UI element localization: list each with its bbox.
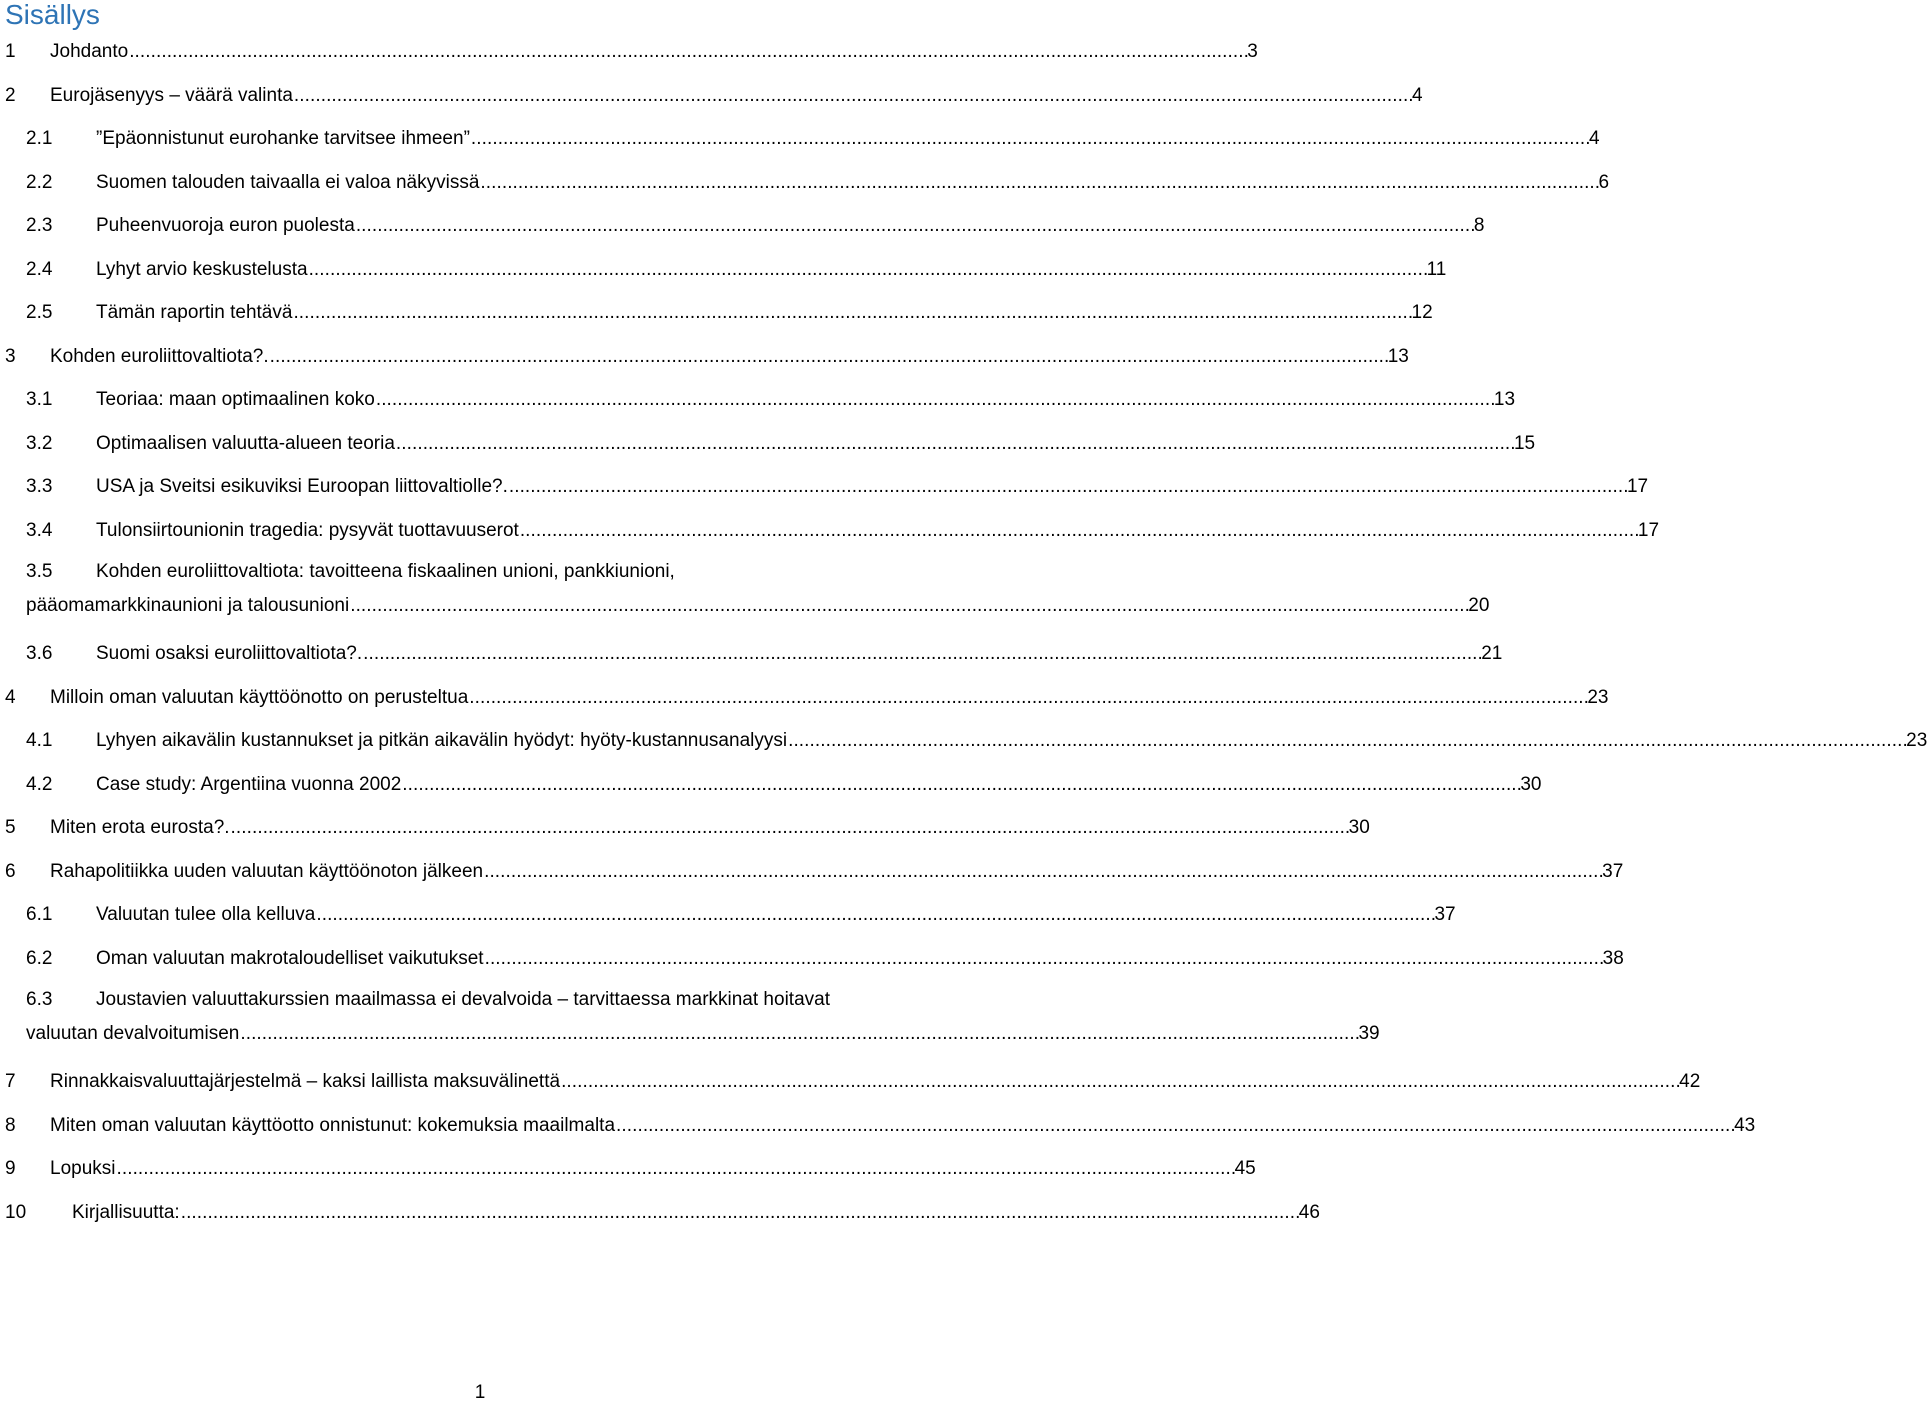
- toc-dot-leader: [509, 465, 1626, 509]
- toc-entry-page[interactable]: 30: [1348, 817, 1370, 838]
- toc-dot-leader: [117, 1147, 1234, 1191]
- toc-entry-number: 8: [5, 1114, 16, 1136]
- toc-entry-number: 6: [5, 860, 16, 882]
- toc-entry-title[interactable]: Miten oman valuutan käyttöotto onnistunut: kokemuksia maailmalta: [50, 1114, 616, 1136]
- toc-entry-number: 6.1: [26, 904, 53, 925]
- toc-entry[interactable]: [0, 509, 1660, 553]
- toc-entry-title[interactable]: Valuutan tulee olla kelluva: [96, 904, 316, 925]
- toc-entry[interactable]: [0, 763, 1542, 807]
- toc-entry-number: 3.6: [26, 643, 53, 664]
- toc-entry-page[interactable]: 11: [1426, 258, 1447, 280]
- toc-entry-number: 3.1: [26, 389, 53, 410]
- toc-entry-number: 5: [5, 817, 16, 838]
- toc-entry-line: [0, 161, 1610, 205]
- toc-entry[interactable]: [0, 291, 1433, 335]
- toc-dot-leader: [485, 937, 1602, 981]
- toc-entry-page[interactable]: 23: [1906, 730, 1927, 751]
- toc-entry-line: [0, 937, 1624, 981]
- toc-entry-page[interactable]: 13: [1387, 345, 1409, 367]
- toc-entry-line: [0, 850, 1624, 894]
- toc-entry-title[interactable]: Kohden euroliittovaltiota: tavoitteena fiskaalinen unioni, pankkiunioni,: [96, 561, 675, 582]
- toc-dot-leader: [270, 335, 1387, 379]
- toc-entry-number: 4.1: [26, 730, 53, 751]
- toc-entry-page[interactable]: 43: [1734, 1114, 1756, 1136]
- toc-entry[interactable]: [0, 893, 1456, 937]
- toc-entry-title[interactable]: ”Epäonnistunut eurohanke tarvitsee ihmeen”: [96, 128, 470, 149]
- toc-entry-title[interactable]: Teoriaa: maan optimaalinen koko: [96, 389, 375, 410]
- toc-entry-page[interactable]: 4: [1588, 128, 1600, 149]
- toc-entry-title[interactable]: Lyhyt arvio keskustelusta: [96, 258, 308, 280]
- toc-dot-leader: [469, 676, 1586, 720]
- toc-entry-title-continued[interactable]: valuutan devalvoitumisen: [26, 1023, 240, 1044]
- toc-dot-leader: [520, 509, 1637, 553]
- toc-entry-line: [0, 117, 1600, 161]
- toc-entry[interactable]: [0, 161, 1610, 205]
- toc-entry[interactable]: [0, 422, 1536, 466]
- toc-entry-line: [0, 335, 1409, 379]
- toc-entry[interactable]: [0, 719, 1927, 763]
- toc-entry-line: [0, 465, 1649, 509]
- toc-dot-leader: [561, 1060, 1678, 1104]
- toc-entry-title[interactable]: Optimaalisen valuutta-alueen teoria: [96, 432, 395, 454]
- toc-entry[interactable]: [0, 937, 1624, 981]
- toc-entry[interactable]: [0, 378, 1516, 422]
- toc-entry[interactable]: [0, 1104, 1756, 1148]
- toc-entry-page[interactable]: 37: [1602, 860, 1624, 882]
- toc-entry-title[interactable]: Rinnakkaisvaluuttajärjestelmä – kaksi laillista maksuvälinettä: [50, 1071, 561, 1092]
- toc-dot-leader: [181, 1191, 1298, 1235]
- toc-entry-page[interactable]: 30: [1520, 773, 1542, 795]
- toc-entry-number: 6.2: [26, 947, 53, 969]
- toc-dot-leader: [240, 1017, 1357, 1051]
- toc-entry-page[interactable]: 4: [1412, 84, 1423, 106]
- toc-entry-page[interactable]: 8: [1473, 215, 1485, 236]
- toc-dot-leader: [316, 893, 1433, 937]
- toc-entry-line: [0, 589, 1490, 629]
- toc-dot-leader: [396, 422, 1513, 466]
- toc-entry-title[interactable]: Suomi osaksi euroliittovaltiota?.: [96, 643, 363, 664]
- toc-dot-leader: [484, 850, 1601, 894]
- toc-entry-title[interactable]: Tulonsiirtounionin tragedia: pysyvät tuottavuuserot: [96, 519, 519, 541]
- toc-entry-line: [0, 509, 1660, 553]
- toc-entry-title[interactable]: Lyhyen aikavälin kustannukset ja pitkän aikavälin hyödyt: hyöty-kustannusanalyysi: [96, 730, 788, 751]
- toc-entry-line: [0, 248, 1447, 292]
- toc-entry-title[interactable]: Rahapolitiikka uuden valuutan käyttöönoton jälkeen: [50, 860, 484, 882]
- toc-dot-leader: [376, 378, 1493, 422]
- toc-entry-number: 3.5: [26, 561, 53, 582]
- toc-entry[interactable]: [0, 632, 1503, 676]
- toc-entry-line: [0, 763, 1542, 807]
- toc-entry-number: 10: [5, 1201, 27, 1223]
- toc-entry-page[interactable]: 12: [1411, 302, 1433, 323]
- toc-entry[interactable]: [0, 30, 1258, 74]
- toc-entry-line: [0, 378, 1516, 422]
- toc-entry-number: 2.2: [26, 171, 53, 193]
- toc-entry-page[interactable]: 45: [1234, 1158, 1256, 1179]
- toc-entry-title[interactable]: Kirjallisuutta:: [72, 1201, 180, 1223]
- toc-title: Sisällys: [5, 0, 100, 30]
- toc-entry-line: [0, 806, 1370, 850]
- toc-dot-leader: [309, 248, 1426, 292]
- toc-entry[interactable]: [0, 983, 1380, 1057]
- toc-entry-number: 3: [5, 345, 16, 367]
- toc-list: [0, 30, 1927, 1234]
- toc-entry-title[interactable]: Suomen talouden taivaalla ei valoa näkyvissä: [96, 171, 480, 193]
- toc-entry-page[interactable]: 46: [1298, 1201, 1320, 1223]
- toc-entry-line: [0, 676, 1609, 720]
- toc-dot-leader: [402, 763, 1519, 807]
- toc-dot-leader: [231, 806, 1348, 850]
- toc-entry-title[interactable]: Puheenvuoroja euron puolesta: [96, 215, 355, 236]
- toc-entry-title[interactable]: Lopuksi: [50, 1158, 116, 1179]
- toc-entry-page[interactable]: 13: [1493, 389, 1516, 410]
- toc-entry-title[interactable]: Milloin oman valuutan käyttöönotto on perusteltua: [50, 686, 469, 708]
- page-number: 1: [474, 1382, 486, 1403]
- toc-entry-title[interactable]: Kohden euroliittovaltiota?.: [50, 345, 269, 367]
- toc-entry-number: 6.3: [26, 989, 53, 1010]
- toc-entry-line: [0, 632, 1503, 676]
- toc-entry-title-continued[interactable]: pääomamarkkinaunioni ja talousunioni: [26, 595, 350, 616]
- toc-entry[interactable]: [0, 1191, 1320, 1235]
- toc-entry[interactable]: [0, 204, 1485, 248]
- toc-entry-number: 1: [5, 41, 16, 62]
- toc-entry-number: 3.3: [26, 476, 53, 497]
- toc-entry-number: 2.5: [26, 302, 53, 323]
- toc-entry-page[interactable]: 6: [1598, 171, 1610, 193]
- toc-dot-leader: [480, 161, 1597, 205]
- toc-entry-page[interactable]: 21: [1481, 643, 1503, 664]
- toc-entry[interactable]: [0, 117, 1600, 161]
- toc-entry-line: [0, 1060, 1701, 1104]
- toc-entry[interactable]: [0, 555, 1490, 629]
- toc-entry-line: [0, 555, 960, 589]
- toc-entry-line: [0, 422, 1536, 466]
- toc-dot-leader: [363, 632, 1480, 676]
- toc-dot-leader: [294, 74, 1411, 118]
- toc-entry-number: 4.2: [26, 773, 53, 795]
- toc-entry-title[interactable]: Case study: Argentiina vuonna 2002: [96, 773, 402, 795]
- toc-dot-leader: [616, 1104, 1733, 1148]
- toc-dot-leader: [293, 291, 1410, 335]
- toc-entry-number: 7: [5, 1071, 16, 1092]
- toc-entry-line: [0, 1104, 1756, 1148]
- toc-dot-leader: [129, 30, 1246, 74]
- toc-entry-page[interactable]: 3: [1247, 41, 1258, 62]
- toc-entry-page[interactable]: 15: [1513, 432, 1536, 454]
- toc-entry-number: 3.4: [26, 519, 53, 541]
- toc-entry-page[interactable]: 17: [1637, 519, 1660, 541]
- toc-entry-line: [0, 1191, 1320, 1235]
- toc-entry-title[interactable]: Tämän raportin tehtävä: [96, 302, 293, 323]
- toc-entry[interactable]: [0, 1147, 1256, 1191]
- toc-entry-page[interactable]: 42: [1679, 1071, 1701, 1092]
- toc-entry[interactable]: [0, 850, 1624, 894]
- toc-entry-page[interactable]: 38: [1602, 947, 1624, 969]
- toc-entry-line: [0, 983, 960, 1017]
- toc-entry[interactable]: [0, 248, 1447, 292]
- toc-entry-line: [0, 30, 1258, 74]
- toc-entry-number: 2.4: [26, 258, 53, 280]
- toc-entry-number: 2: [5, 84, 16, 106]
- toc-entry-page[interactable]: 39: [1358, 1023, 1380, 1044]
- toc-dot-leader: [356, 204, 1473, 248]
- toc-entry-title[interactable]: Miten erota eurosta?.: [50, 817, 230, 838]
- toc-entry-title[interactable]: Eurojäsenyys – väärä valinta: [50, 84, 293, 106]
- toc-dot-leader: [471, 117, 1588, 161]
- toc-entry[interactable]: [0, 806, 1370, 850]
- toc-entry[interactable]: [0, 74, 1423, 118]
- toc-entry[interactable]: [0, 676, 1609, 720]
- toc-entry-line: [0, 74, 1423, 118]
- toc-entry-number: 9: [5, 1158, 16, 1179]
- toc-entry-line: [0, 719, 1927, 763]
- toc-entry-line: [0, 893, 1456, 937]
- toc-entry[interactable]: [0, 335, 1409, 379]
- toc-entry-line: [0, 291, 1433, 335]
- toc-entry-page[interactable]: 17: [1626, 476, 1649, 497]
- toc-dot-leader: [350, 589, 1467, 623]
- toc-entry-line: [0, 1147, 1256, 1191]
- toc-entry-title[interactable]: USA ja Sveitsi esikuviksi Euroopan liittovaltiolle?.: [96, 476, 508, 497]
- toc-entry-number: 3.2: [26, 432, 53, 454]
- toc-entry-line: [0, 1017, 1380, 1057]
- toc-entry[interactable]: [0, 1060, 1701, 1104]
- toc-entry[interactable]: [0, 465, 1649, 509]
- toc-entry-page[interactable]: 37: [1434, 904, 1456, 925]
- toc-entry-number: 2.1: [26, 128, 53, 149]
- toc-entry-page[interactable]: 23: [1587, 686, 1609, 708]
- toc-dot-leader: [788, 719, 1905, 763]
- toc-entry-title[interactable]: Joustavien valuuttakurssien maailmassa ei devalvoida – tarvittaessa markkinat hoitavat: [96, 989, 830, 1010]
- toc-entry-number: 2.3: [26, 215, 53, 236]
- toc-entry-title[interactable]: Johdanto: [50, 41, 129, 62]
- toc-entry-page[interactable]: 20: [1468, 595, 1490, 616]
- toc-entry-line: [0, 204, 1485, 248]
- toc-entry-title[interactable]: Oman valuutan makrotaloudelliset vaikutukset: [96, 947, 484, 969]
- toc-entry-number: 4: [5, 686, 16, 708]
